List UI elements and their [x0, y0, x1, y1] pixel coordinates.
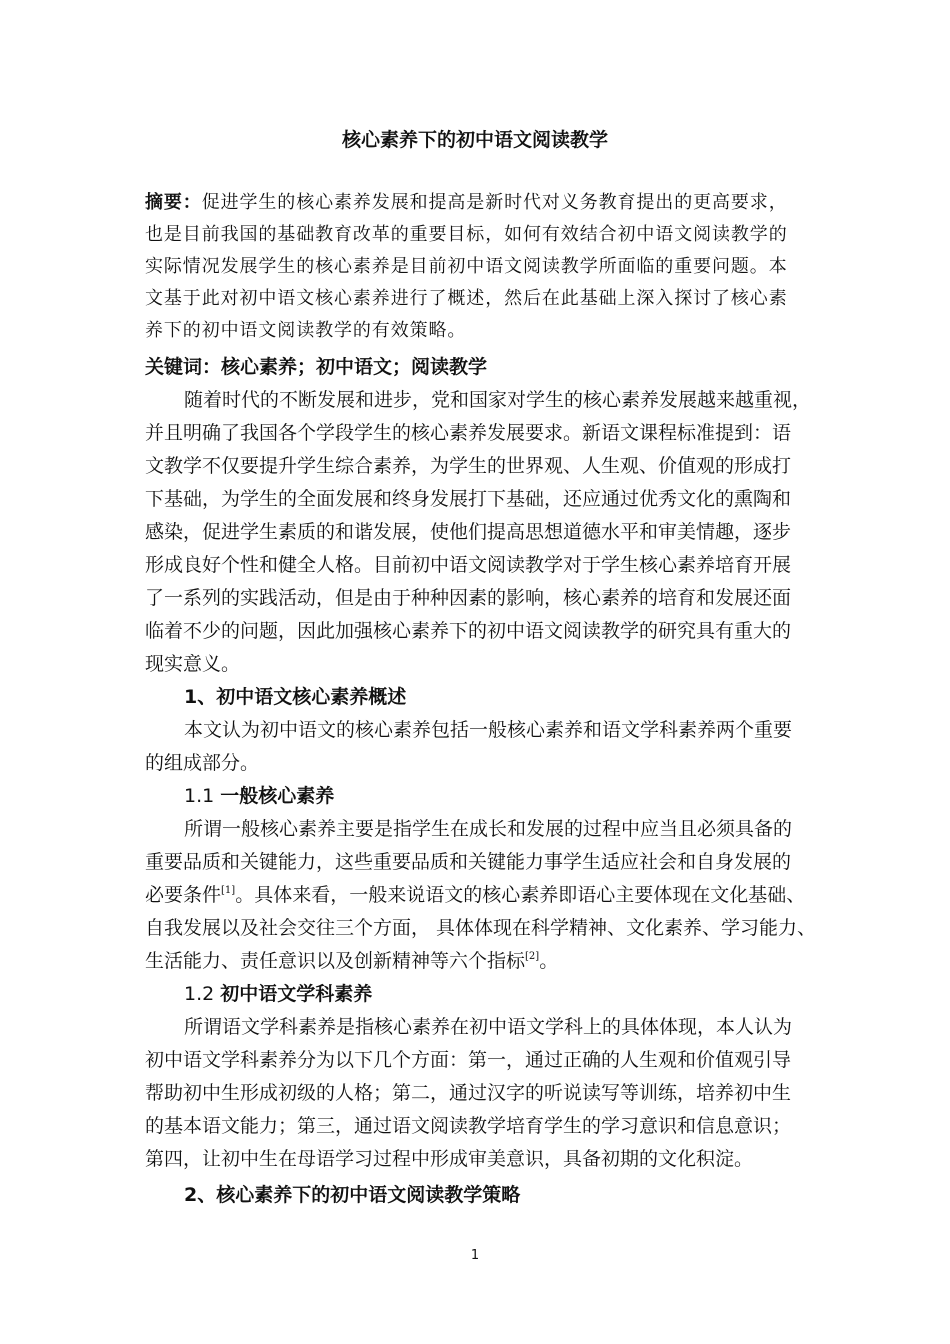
- paragraph-line: 第四，让初中生在母语学习过程中形成审美意识，具备初期的文化积淀。: [145, 1148, 754, 1170]
- abstract-line: 养下的初中语文阅读教学的有效策略。: [145, 320, 467, 341]
- subsection-title: 初中语文学科素养: [220, 983, 373, 1005]
- text-run: 。具体来看，一般来说语文的核心素养即语心主要体现在文化基础、: [235, 884, 806, 906]
- page-number: 1: [470, 1248, 480, 1263]
- abstract-line: 也是目前我国的基础教育改革的重要目标，如何有效结合初中语文阅读教学的: [145, 224, 788, 245]
- paragraph-line: 的基本语文能力；第三，通过语文阅读教学培育学生的学习意识和信息意识；: [145, 1115, 792, 1137]
- paragraph-line: 现实意义。: [145, 653, 241, 675]
- paragraph-line: 自我发展以及社会交往三个方面， 具体体现在科学精神、文化素养、学习能力、: [145, 917, 817, 939]
- paragraph-line: 文教学不仅要提升学生综合素养，为学生的世界观、人生观、价值观的形成打: [145, 455, 792, 477]
- paragraph-line: 了一系列的实践活动，但是由于种种因素的影响，核心素养的培育和发展还面: [145, 587, 792, 609]
- text-run: 生活能力、责任意识以及创新精神等六个指标: [145, 950, 526, 972]
- section-heading: 2、核心素养下的初中语文阅读教学策略: [184, 1184, 521, 1206]
- paragraph-line: 所谓语文学科素养是指核心素养在初中语文学科上的具体体现，本人认为: [184, 1016, 793, 1038]
- section-heading: 1、初中语文核心素养概述: [184, 686, 407, 708]
- document-title: 核心素养下的初中语文阅读教学: [341, 129, 608, 151]
- paragraph-line: 帮助初中生形成初级的人格；第二，通过汉字的听说读写等训练，培养初中生: [145, 1082, 792, 1104]
- paragraph-line: 形成良好个性和健全人格。目前初中语文阅读教学对于学生核心素养培育开展: [145, 554, 792, 576]
- paragraph-line: 随着时代的不断发展和进步，党和国家对学生的核心素养发展越来越重视，: [184, 389, 812, 411]
- paragraph-line: 下基础，为学生的全面发展和终身发展打下基础，还应通过优秀文化的熏陶和: [145, 488, 792, 510]
- paragraph-line: 本文认为初中语文的核心素养包括一般核心素养和语文学科素养两个重要: [184, 719, 793, 741]
- paragraph-line: 重要品质和关键能力，这些重要品质和关键能力事学生适应社会和自身发展的: [145, 851, 792, 873]
- paragraph-line: [145, 882, 805, 908]
- abstract-text: 促进学生的核心素养发展和提高是新时代对义务教育提出的更高要求，: [201, 192, 788, 213]
- abstract-line: 文基于此对初中语文核心素养进行了概述，然后在此基础上深入探讨了核心素: [145, 288, 788, 309]
- text-run: 。: [539, 950, 559, 972]
- paragraph-line: 初中语文学科素养分为以下几个方面：第一，通过正确的人生观和价值观引导: [145, 1049, 792, 1071]
- keywords: 关键词：核心素养；初中语文；阅读教学: [145, 356, 488, 378]
- paragraph-line: [145, 948, 558, 974]
- paragraph-line: 所谓一般核心素养主要是指学生在成长和发展的过程中应当且必须具备的: [184, 818, 793, 840]
- abstract-line: 实际情况发展学生的核心素养是目前初中语文阅读教学所面临的重要问题。本: [145, 256, 788, 277]
- paragraph-line: 并且明确了我国各个学段学生的核心素养发展要求。新语文课程标准提到：语: [145, 422, 792, 444]
- paragraph-line: 临着不少的问题，因此加强核心素养下的初中语文阅读教学的研究具有重大的: [145, 620, 792, 642]
- subsection-number: 1.2: [184, 983, 215, 1005]
- subsection-title: 一般核心素养: [220, 785, 335, 807]
- paragraph-line: 感染，促进学生素质的和谐发展，使他们提高思想道德水平和审美情趣，逐步: [145, 521, 792, 543]
- citation-ref[interactable]: [1]: [221, 885, 236, 896]
- abstract-line: [145, 190, 788, 216]
- subsection-heading: [184, 783, 334, 809]
- paragraph-line: 的组成部分。: [145, 752, 260, 774]
- abstract-label: 摘要：: [145, 192, 202, 213]
- subsection-heading: [184, 981, 372, 1007]
- subsection-number: 1.1: [184, 785, 215, 807]
- citation-ref[interactable]: [2]: [525, 951, 540, 962]
- text-run: 必要条件: [145, 884, 222, 906]
